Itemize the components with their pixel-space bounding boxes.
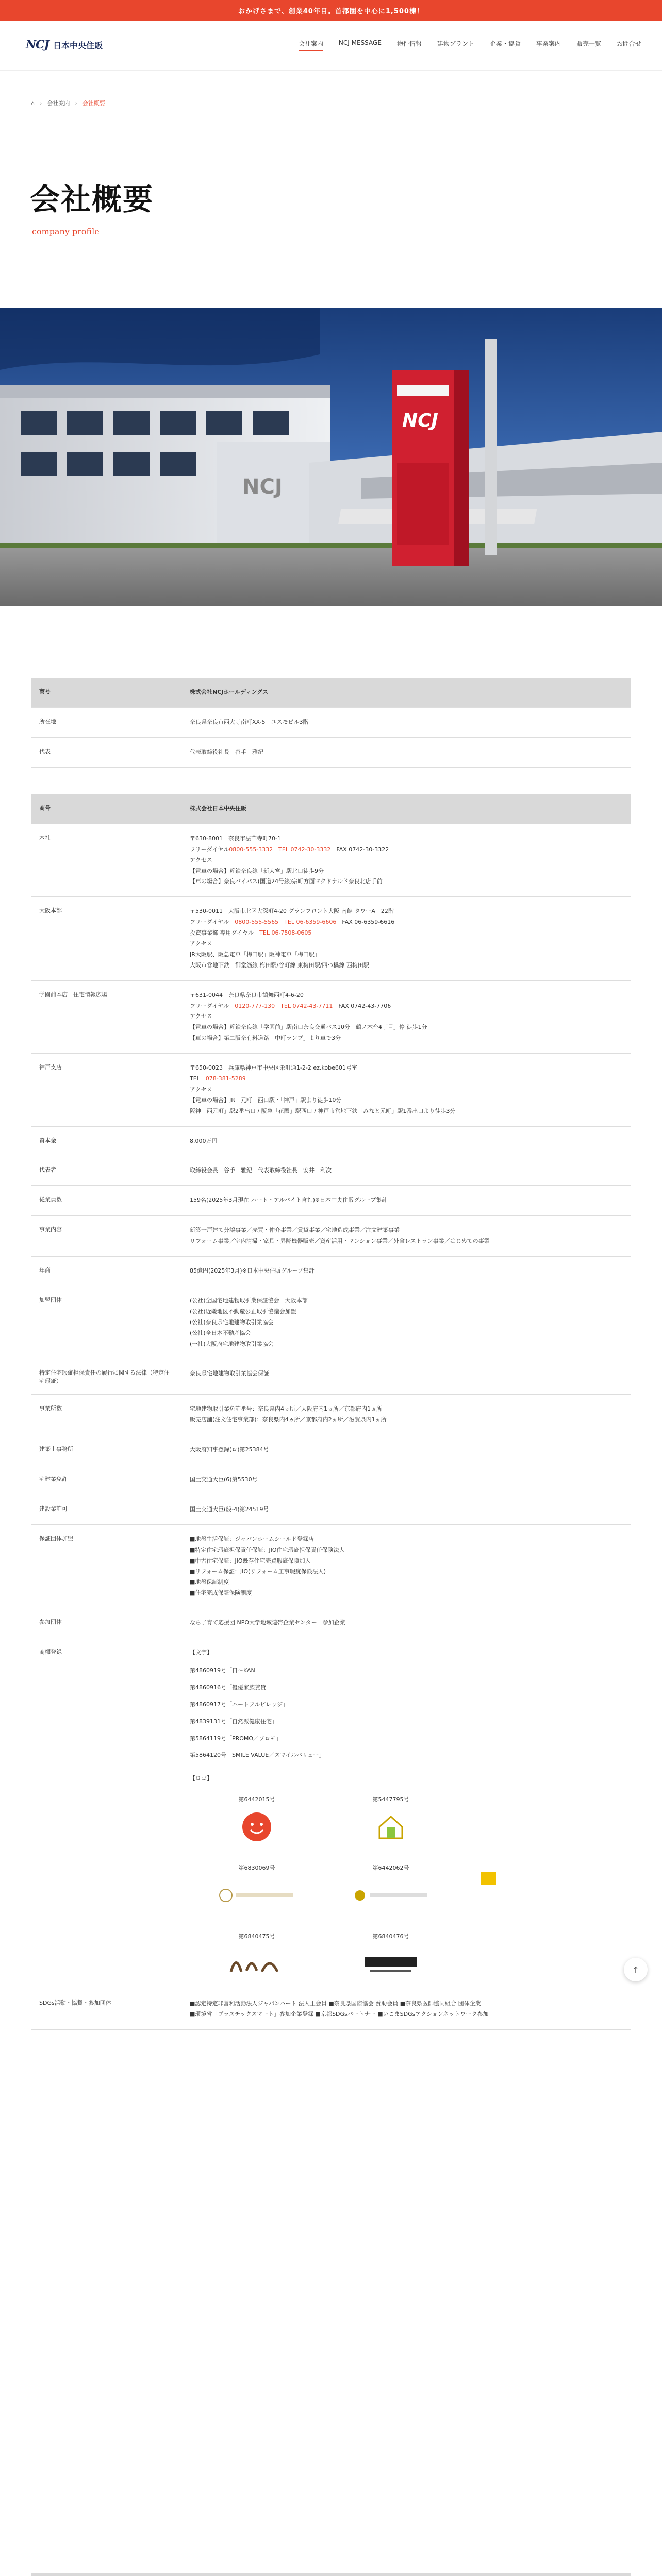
trademark-item: 第4839131号「自然派健康住宅」 <box>190 1718 277 1725</box>
tel-label: TEL <box>190 1075 200 1082</box>
osaka-access-train: JR大阪駅、阪急電車「梅田駅」阪神電車「梅田駅」 <box>190 951 320 958</box>
page-title: 会社概要 <box>30 182 154 217</box>
holdings-label-name: 商号 <box>31 678 181 707</box>
osaka-fax: FAX 06-6359-6616 <box>342 919 395 926</box>
chevron-right-icon: › <box>75 99 77 107</box>
sdgs-line-1: ■認定特定非営利活動法人ジャパンハート 法人正会員 ■奈良県国際協会 賛助会員 ■奈良県医師協同組合 団体企業 <box>190 1999 481 2007</box>
trademark-logo <box>324 1794 458 1842</box>
nav-item-sponsor[interactable]: 企業・協賛 <box>489 40 521 47</box>
trademark-item: 第5864119号「PROMO／プロモ」 <box>190 1735 282 1742</box>
subsidiary-table <box>31 2573 631 2576</box>
kobe-access-jr: 【電車の場合】JR「元町」西口駅・「神戸」駅より徒歩10分 <box>190 1096 342 1104</box>
row-label-office: 事業所数 <box>31 1395 181 1435</box>
partial-logo-icon <box>473 1863 504 1894</box>
page-subtitle: company profile <box>32 227 100 236</box>
row-label-participate: 参加団体 <box>31 1608 181 1638</box>
row-label-staff: 従業員数 <box>31 1186 181 1216</box>
gakuen-access-car: 【車の場合】第二阪奈有料道路「中町ランプ」より車で3分 <box>190 1035 341 1042</box>
row-label-insurance: 保証団体加盟 <box>31 1524 181 1608</box>
member-line: (公社)奈良県宅地建物取引業協会 <box>190 1318 274 1326</box>
row-label-osaka: 大阪本部 <box>31 897 181 980</box>
kobe-access-other: 阪神「西元町」駅2番出口 / 阪急「花隈」駅西口 / 神戸市営地下鉄「みなと元町」駅1番出口より徒歩3分 <box>190 1107 456 1114</box>
breadcrumb-company[interactable]: 会社案内 <box>47 100 70 107</box>
row-label-honsha: 本社 <box>31 824 181 896</box>
osaka-tel[interactable]: TEL 06-6359-6606 <box>284 919 337 926</box>
free-dial-label: フリーダイヤル <box>190 919 229 926</box>
row-label-kensetsu: 建設業許可 <box>31 1495 181 1524</box>
insurance-line: ■住宅完成保証保険制度 <box>190 1589 252 1597</box>
row-label-capital: 資本金 <box>31 1126 181 1156</box>
trademark-logo-heading: 【ロゴ】 <box>190 1775 212 1782</box>
trademark-logo-number: 第6442015号 <box>238 1796 275 1803</box>
insurance-line: ■特定住宅瑕疵担保責任保証：JIO住宅瑕疵担保責任保険法人 <box>190 1546 345 1553</box>
breadcrumb-current: 会社概要 <box>82 100 105 107</box>
free-dial-label: フリーダイヤル <box>190 845 229 853</box>
logo-mark: NCJ <box>26 38 49 52</box>
company-table <box>31 794 631 2030</box>
member-line: (公社)全日本不動産協会 <box>190 1329 251 1336</box>
gakuen-fax: FAX 0742-43-7706 <box>338 1002 391 1009</box>
gakuen-free-dial[interactable]: 0120-777-130 <box>235 1002 275 1009</box>
business-line-1: 新築一戸建て分譲事業／売買・仲介事業／賃貸事業／宅地造成事業／注文建築事業 <box>190 1227 400 1234</box>
heritage-cert-icon <box>216 1880 298 1911</box>
honsha-fax: FAX 0742-30-3322 <box>336 845 389 853</box>
gakuen-access-train: 【電車の場合】近鉄奈良線「学園前」駅南口奈良交通バス10分「鶴ノ木台4丁目」停 徒歩1分 <box>190 1024 427 1031</box>
craft-brand-icon <box>360 1948 422 1979</box>
trademark-logo-number: 第6840475号 <box>238 1933 275 1940</box>
member-line: (公社)近畿地区不動産公正取引協議会加盟 <box>190 1308 296 1315</box>
company-label-name: 商号 <box>31 794 181 824</box>
nav-item-sales[interactable]: 販売一覧 <box>576 40 601 47</box>
trademark-logo-grid <box>190 1794 623 1979</box>
insurance-line: ■中古住宅保証：JIO既存住宅売買瑕疵保険加入 <box>190 1557 311 1564</box>
trademark-logo-number: 第6830069号 <box>238 1865 275 1872</box>
osaka-address: 〒530-0011 大阪市北区大深町4-20 グランフロント大阪 南館 タワーA 22階 <box>190 908 394 915</box>
holdings-value-address: 奈良県奈良市西大寺南町XX-5 ユスモビル3階 <box>181 707 631 737</box>
row-value-participate: なら子育て応援団 NPO大学地域連帯企業センター 参加企業 <box>181 1608 631 1638</box>
building-photo <box>0 308 662 606</box>
nav-item-plant[interactable]: 建物プラント <box>437 40 474 47</box>
row-value-rep: 取締役会長 谷手 雅紀 代表取締役社長 安井 利次 <box>181 1156 631 1186</box>
row-label-sdgs: SDGs活動・協賛・参加団体 <box>31 1989 181 2029</box>
company-value-name: 株式会社日本中央住販 <box>181 794 631 824</box>
row-value-takken: 国土交通大臣(6)第5530号 <box>181 1465 631 1495</box>
office-line-1: 宅地建物取引業免許番号：奈良県内4ヵ所／大阪府内1ヵ所／京都府内1ヵ所 <box>190 1405 382 1413</box>
nav-item-properties[interactable]: 物件情報 <box>396 40 422 47</box>
honsha-access-car: 【車の場合】奈良バイパス(国道24号線)宗町方面マクドナルド奈良北店手前 <box>190 878 383 885</box>
trademark-logo-number: 第6442062号 <box>372 1865 409 1872</box>
nav-item-company[interactable]: 会社案内 <box>298 40 323 47</box>
home-icon[interactable]: ⌂ <box>31 99 35 107</box>
trademark-item: 第4860919号「日～KAN」 <box>190 1667 261 1674</box>
free-dial-label: フリーダイヤル <box>190 1002 229 1009</box>
sign-logo: NCJ <box>402 410 438 431</box>
row-label-member: 加盟団体 <box>31 1286 181 1359</box>
logo-text: 日本中央住販 <box>53 40 103 50</box>
row-label-rep: 代表者 <box>31 1156 181 1186</box>
member-line: (一社)大阪府宅地建物取引業協会 <box>190 1340 274 1347</box>
gakuen-tel[interactable]: TEL 0742-43-7711 <box>280 1002 333 1009</box>
row-label-kobe: 神戸支店 <box>31 1054 181 1126</box>
row-label-trademark: 商標登録 <box>31 1638 181 1989</box>
trademark-logo-number: 第6840476号 <box>372 1933 409 1940</box>
trademark-logo <box>190 1863 324 1911</box>
trademark-logo <box>190 1794 324 1842</box>
kobe-tel[interactable]: 078-381-5289 <box>205 1075 246 1082</box>
kobe-address: 〒650-0023 兵庫県神戸市中央区栄町通1-2-2 ez.kobe601号室 <box>190 1064 357 1072</box>
building-emblem: NCJ <box>242 475 283 499</box>
sub-label-name <box>31 2573 181 2576</box>
insurance-line: ■リフォーム保証：JIO(リフォーム工事瑕疵保険法人) <box>190 1568 326 1575</box>
trademark-logo <box>190 1931 324 1979</box>
trademark-logo-number: 第5447795号 <box>372 1796 409 1803</box>
trademark-logo <box>324 1863 458 1911</box>
access-label: アクセス <box>190 940 212 947</box>
sub-value-name <box>181 2573 631 2576</box>
main-nav <box>299 39 641 48</box>
row-value-staff: 159名(2025年3月現在 パート・アルバイト含む)※日本中央住販グループ集計 <box>181 1186 631 1216</box>
access-label: アクセス <box>190 856 212 863</box>
site-header <box>0 21 662 71</box>
table-row <box>31 824 631 896</box>
table-row <box>31 1054 631 1126</box>
insurance-line: ■地盤生活保証：ジャパンホームシールド登録店 <box>190 1535 314 1543</box>
trademark-logo <box>458 1863 520 1911</box>
chevron-right-icon: › <box>39 99 42 107</box>
arrow-up-icon: ↑ <box>632 1964 639 1975</box>
holdings-label-address: 所在地 <box>31 707 181 737</box>
announcement-bar <box>0 0 662 21</box>
row-value-sales: 85億円(2025年3月)※日本中央住販グループ集計 <box>181 1257 631 1286</box>
breadcrumb <box>31 99 105 107</box>
holdings-label-rep: 代表 <box>31 737 181 767</box>
row-label-business: 事業内容 <box>31 1216 181 1257</box>
row-value-builder: 大阪府知事登録(ロ)第25384号 <box>181 1435 631 1465</box>
garden-emblem-icon <box>350 1880 432 1911</box>
row-label-gakuen: 学園前本店 住宅情報広場 <box>31 980 181 1053</box>
row-label-guarantee: 特定住宅瑕疵担保責任の履行に関する法律（特定住宅瑕疵） <box>31 1359 181 1395</box>
osaka-free-dial[interactable]: 0800-555-5565 <box>235 919 279 926</box>
table-row <box>31 980 631 1053</box>
scroll-to-top-button[interactable] <box>624 1958 648 1981</box>
site-logo[interactable] <box>26 38 103 52</box>
insurance-line: ■地盤保証制度 <box>190 1579 229 1586</box>
holdings-value-rep: 代表取締役社長 谷手 雅紀 <box>181 737 631 767</box>
honsha-address: 〒630-8001 奈良市法華寺町70-1 <box>190 835 281 842</box>
access-label: アクセス <box>190 1086 212 1093</box>
holdings-table <box>31 678 631 768</box>
trademark-text-heading: 【文字】 <box>190 1649 212 1656</box>
trademark-logo <box>324 1931 458 1979</box>
access-label: アクセス <box>190 1013 212 1020</box>
row-label-builder: 建築士事務所 <box>31 1435 181 1465</box>
holdings-value-name: 株式会社NCJホールディングス <box>181 678 631 707</box>
gakuen-address: 〒631-0044 奈良県奈良市鶴舞西町4-6-20 <box>190 991 304 998</box>
row-label-sales: 年商 <box>31 1257 181 1286</box>
nav-item-contact[interactable]: お問合せ <box>616 40 641 47</box>
honsha-free-dial[interactable]: 0800-555-3332 <box>229 845 273 853</box>
announcement-text: おかげさまで、創業40年目。首都圏を中心に1,500棟！ <box>238 7 424 15</box>
row-label-takken: 宅建業免許 <box>31 1465 181 1495</box>
row-value-capital: 8,000万円 <box>181 1126 631 1156</box>
row-value-kensetsu: 国土交通大臣(般-4)第24519号 <box>181 1495 631 1524</box>
smile-face-icon <box>241 1811 272 1842</box>
business-line-2: リフォーム事業／室内清掃・家具・昇降機器販売／資産活用・マンション事業／外食レストラン事業／はじめての事業 <box>190 1238 490 1245</box>
honsha-access-train: 【電車の場合】近鉄奈良線「新大宮」駅北口徒歩9分 <box>190 867 324 874</box>
sdgs-line-2: ■環境省「プラスチックスマート」参加企業登録 ■京都SDGsパートナー ■いこまSDGsアクションネットワーク参加 <box>190 2010 489 2018</box>
member-line: (公社)全国宅地建物取引業保証協会 大阪本部 <box>190 1297 308 1304</box>
brush-logo-icon <box>226 1948 288 1979</box>
honsha-tel[interactable]: TEL 0742-30-3332 <box>278 845 331 853</box>
office-line-2: 販売店舗(注文住宅事業部)：奈良県内4ヵ所／京都府内2ヵ所／滋賀県内1ヵ所 <box>190 1416 387 1423</box>
trademark-item: 第5864120号「SMILE VALUE／スマイルバリュー」 <box>190 1752 325 1759</box>
trademark-item: 第4860917号「ハートフルビレッジ」 <box>190 1701 289 1708</box>
row-value-guarantee: 奈良県宅地建物取引業協会保証 <box>181 1359 631 1395</box>
hero-image <box>0 308 662 606</box>
nav-item-message[interactable]: NCJ MESSAGE <box>338 39 382 46</box>
invest-label: 投資事業部 専用ダイヤル <box>190 929 254 937</box>
table-row <box>31 897 631 980</box>
house-cert-icon <box>375 1811 406 1842</box>
osaka-invest-tel[interactable]: TEL 06-7508-0605 <box>259 929 312 937</box>
trademark-item: 第4860916号「優優家族賃貸」 <box>190 1684 272 1691</box>
osaka-access-subway: 大阪市営地下鉄 御堂筋線 梅田駅/谷町線 東梅田駅/四つ橋線 西梅田駅 <box>190 961 369 969</box>
nav-item-business[interactable]: 事業案内 <box>536 40 561 47</box>
